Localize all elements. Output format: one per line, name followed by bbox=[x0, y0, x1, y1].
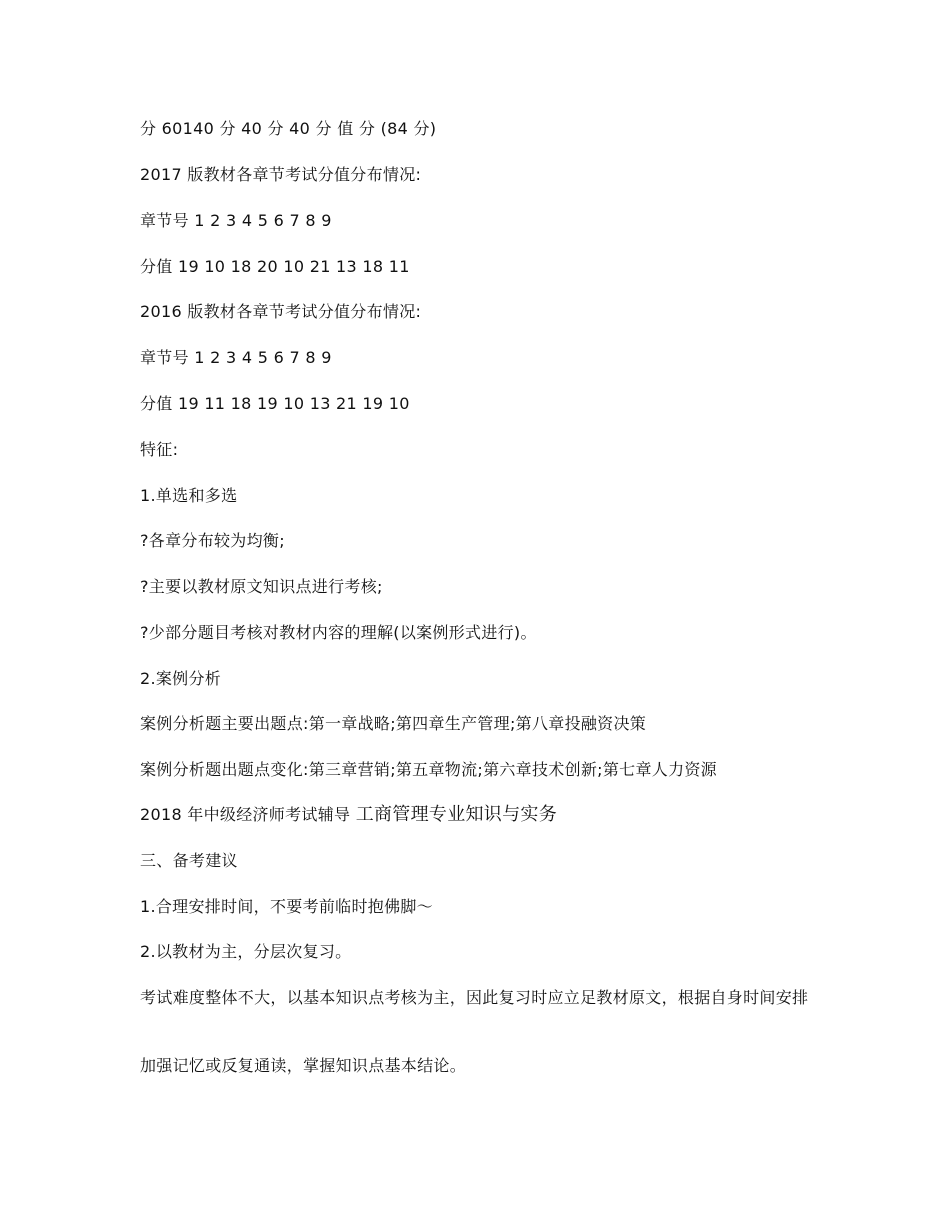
case-analysis-main-points: 案例分析题主要出题点:第一章战略;第四章生产管理;第八章投融资决策 bbox=[140, 714, 647, 733]
scores-2017: 分值 19 10 18 20 10 21 13 18 11 bbox=[140, 257, 410, 276]
document-page bbox=[140, 0, 820, 1230]
heading-2017-distribution: 2017 版教材各章节考试分值分布情况: bbox=[140, 165, 422, 184]
advice-paragraph: 考试难度整体不大，以基本知识点考核为主，因此复习时应立足教材原文，根据自身时间安排 bbox=[140, 988, 809, 1007]
feature-item-original-text: ?主要以教材原文知识点进行考核; bbox=[140, 577, 383, 596]
features-heading: 特征: bbox=[140, 440, 179, 459]
section-heading-prep-advice: 三、备考建议 bbox=[140, 851, 238, 870]
chapter-numbers-2017: 章节号 1 2 3 4 5 6 7 8 9 bbox=[140, 211, 332, 230]
advice-item-time: 1.合理安排时间，不要考前临时抱佛脚～ bbox=[140, 897, 433, 916]
feature-item-understanding: ?少部分题目考核对教材内容的理解(以案例形式进行)。 bbox=[140, 623, 537, 642]
feature-item-balanced: ?各章分布较为均衡; bbox=[140, 531, 285, 550]
advice-paragraph-continued: 加强记忆或反复通读，掌握知识点基本结论。 bbox=[140, 1056, 467, 1075]
heading-2016-distribution: 2016 版教材各章节考试分值分布情况: bbox=[140, 302, 422, 321]
single-multiple-choice-heading: 1.单选和多选 bbox=[140, 486, 238, 505]
score-summary-line: 分 60140 分 40 分 40 分 值 分 (84 分) bbox=[140, 119, 437, 138]
chapter-numbers-2016: 章节号 1 2 3 4 5 6 7 8 9 bbox=[140, 348, 332, 367]
case-analysis-heading: 2.案例分析 bbox=[140, 669, 222, 688]
advice-item-textbook: 2.以教材为主，分层次复习。 bbox=[140, 942, 352, 961]
case-analysis-changes: 案例分析题出题点变化:第三章营销;第五章物流;第六章技术创新;第七章人力资源 bbox=[140, 760, 717, 779]
page-header-line bbox=[140, 804, 820, 826]
scores-2016: 分值 19 11 18 19 10 13 21 19 10 bbox=[140, 394, 410, 413]
exam-guide-title: 2018 年中级经济师考试辅导 bbox=[140, 805, 356, 824]
subject-title: 工商管理专业知识与实务 bbox=[355, 804, 558, 825]
